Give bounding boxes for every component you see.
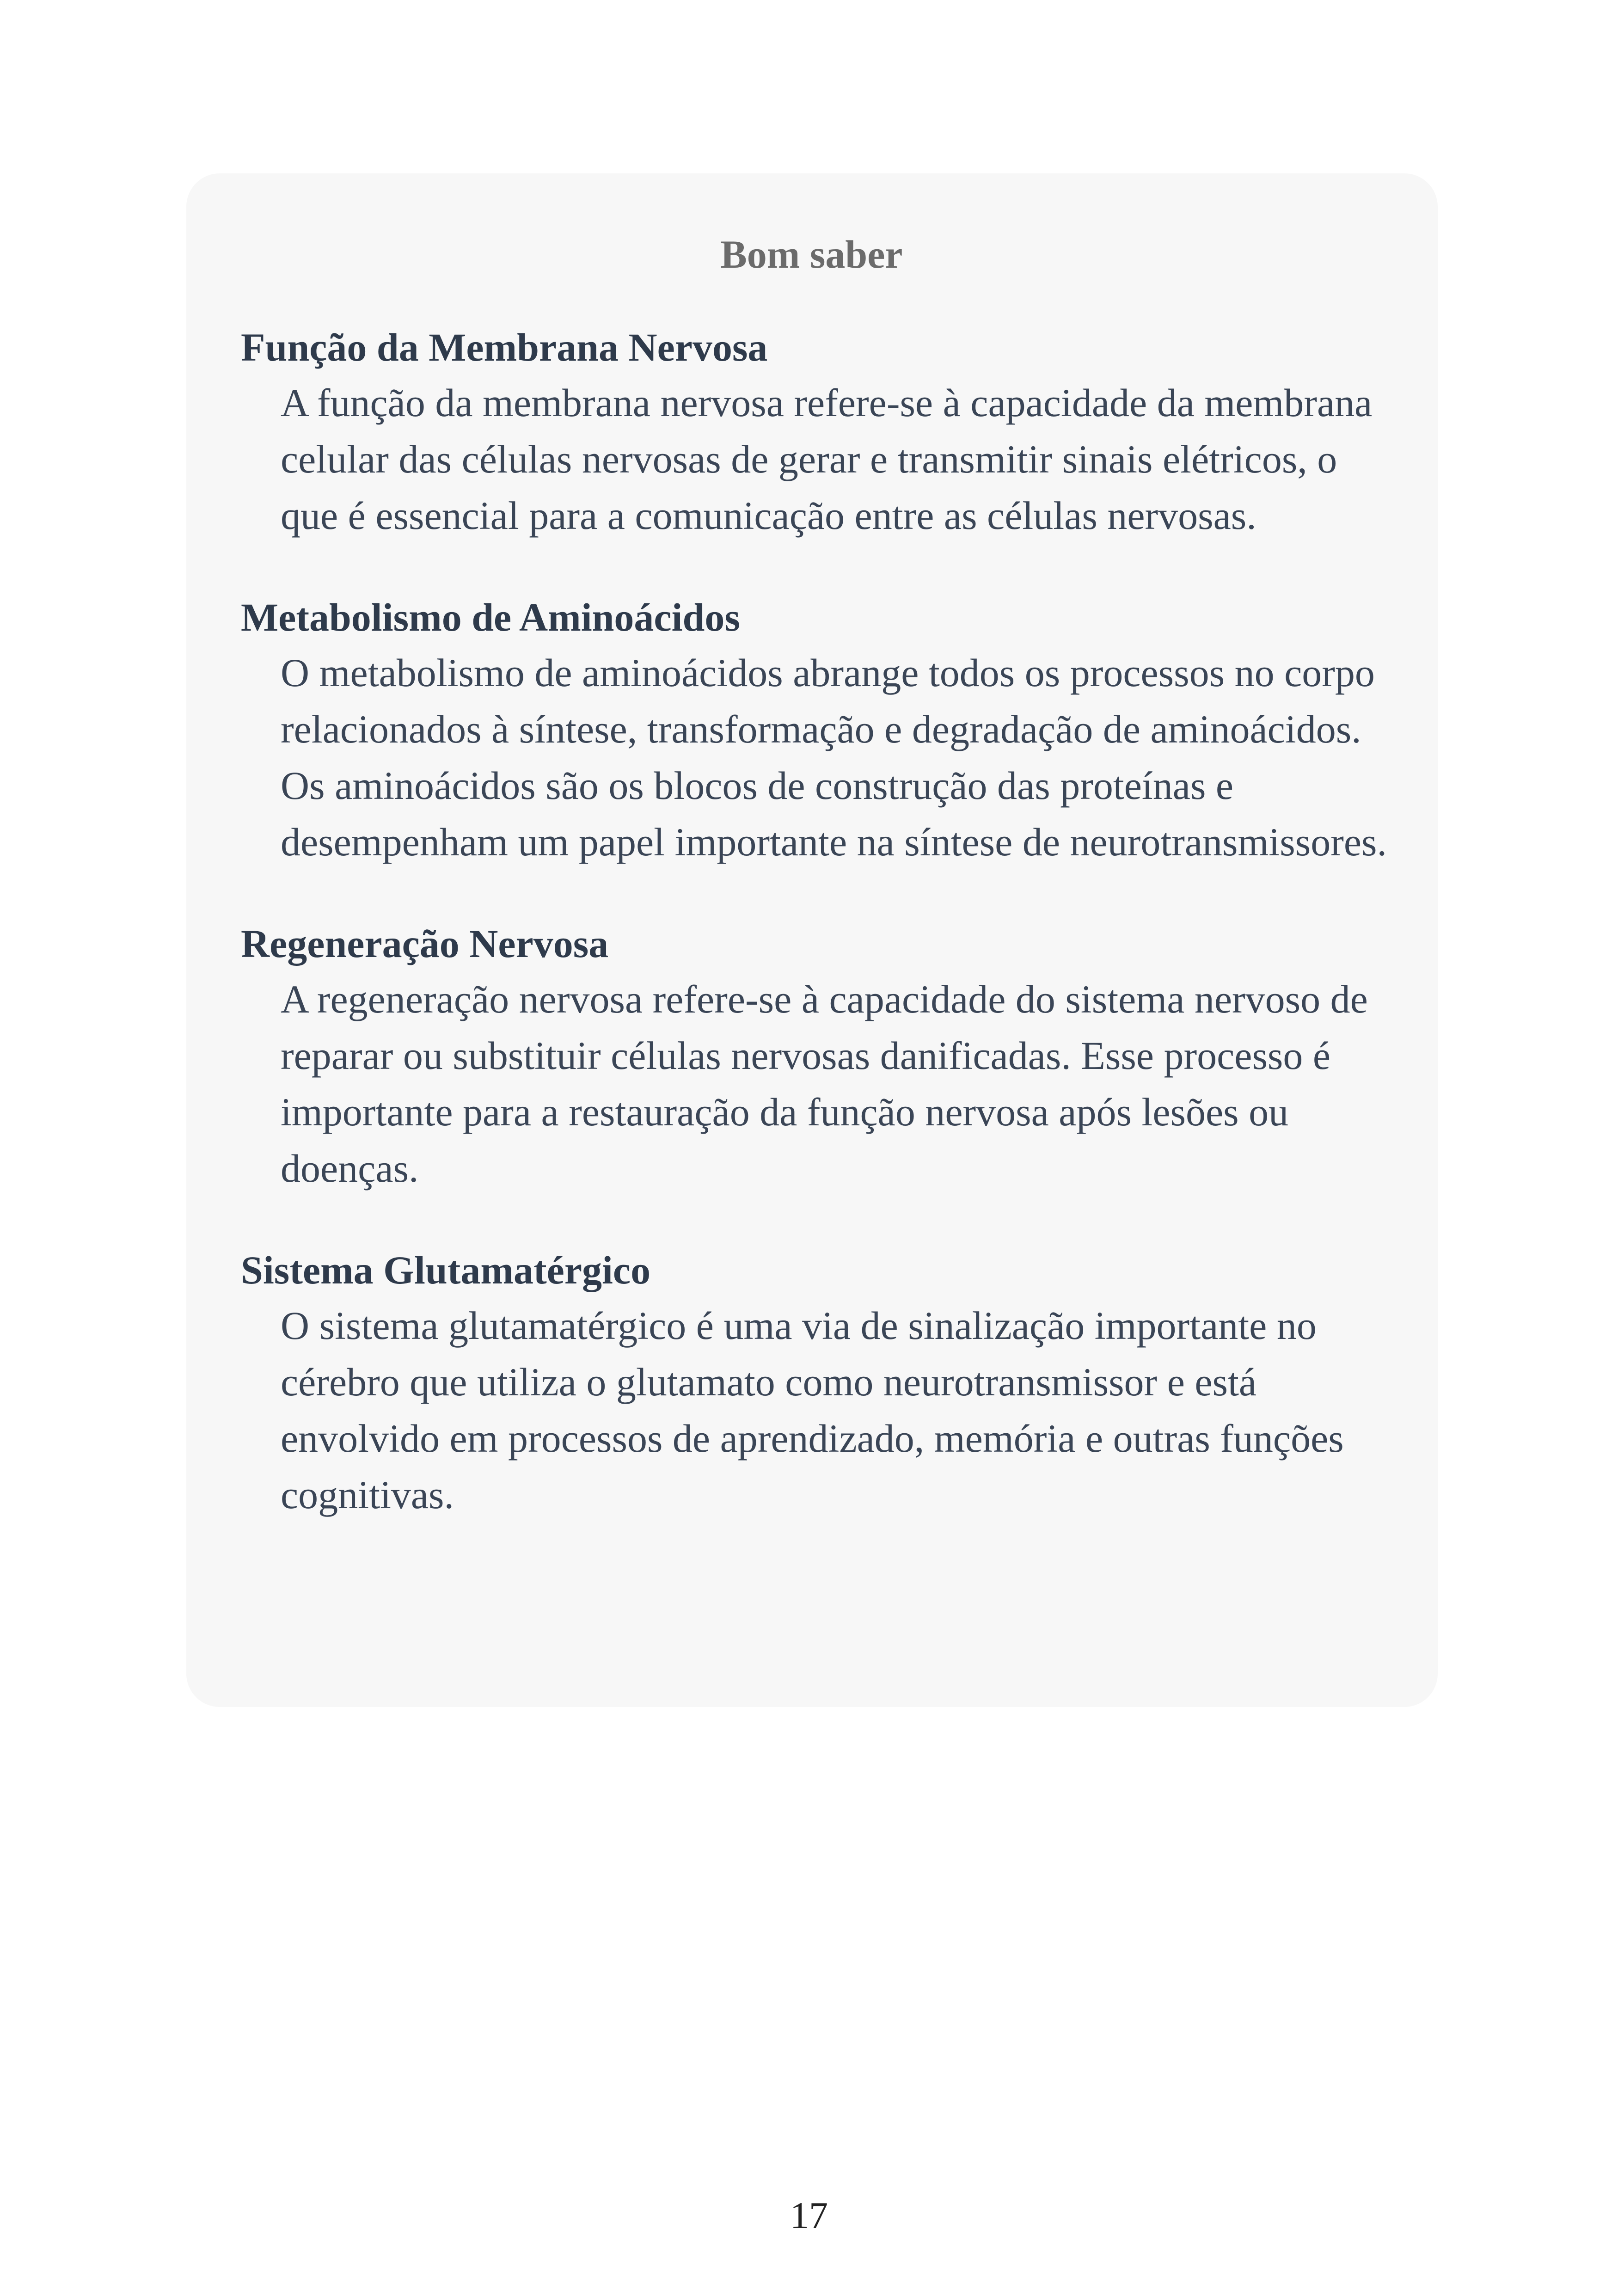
entry-term: Metabolismo de Aminoácidos (241, 595, 740, 639)
entry-definition: O sistema glutamatérgico é uma via de sinalização importante no cérebro que utiliza o glutamato como neurotransmissor e está envolvido em processos de aprendizado, memória e outras funções cognitivas. (281, 1303, 1344, 1517)
entry-term: Sistema Glutamatérgico (241, 1248, 651, 1292)
entry-term: Função da Membrana Nervosa (241, 325, 768, 369)
entry-definition: A função da membrana nervosa refere-se à capacidade da membrana celular das células nervosas de gerar e transmitir sinais elétricos, o que é essencial para a comunicação entre as células nervosas. (281, 381, 1373, 538)
glossary-entry (241, 916, 1382, 1197)
entry-definition: O metabolismo de aminoácidos abrange todos os processos no corpo relacionados à síntese, transformação e degradação de aminoácidos. Os aminoácidos são os blocos de construção das proteínas e desempenham um papel importante na síntese de neurotransmissores. (281, 651, 1387, 864)
glossary-entry (241, 320, 1382, 544)
entry-term: Regeneração Nervosa (241, 921, 609, 966)
info-box (186, 173, 1438, 1707)
entry-definition: A regeneração nervosa refere-se à capacidade do sistema nervoso de reparar ou substituir células nervosas danificadas. Esse processo é importante para a restauração da função nervosa após lesões ou doenças. (281, 977, 1368, 1191)
page-number: 17 (790, 2194, 828, 2236)
glossary-entry (241, 590, 1387, 870)
box-title: Bom saber (720, 232, 903, 276)
glossary-entry (241, 1243, 1382, 1523)
